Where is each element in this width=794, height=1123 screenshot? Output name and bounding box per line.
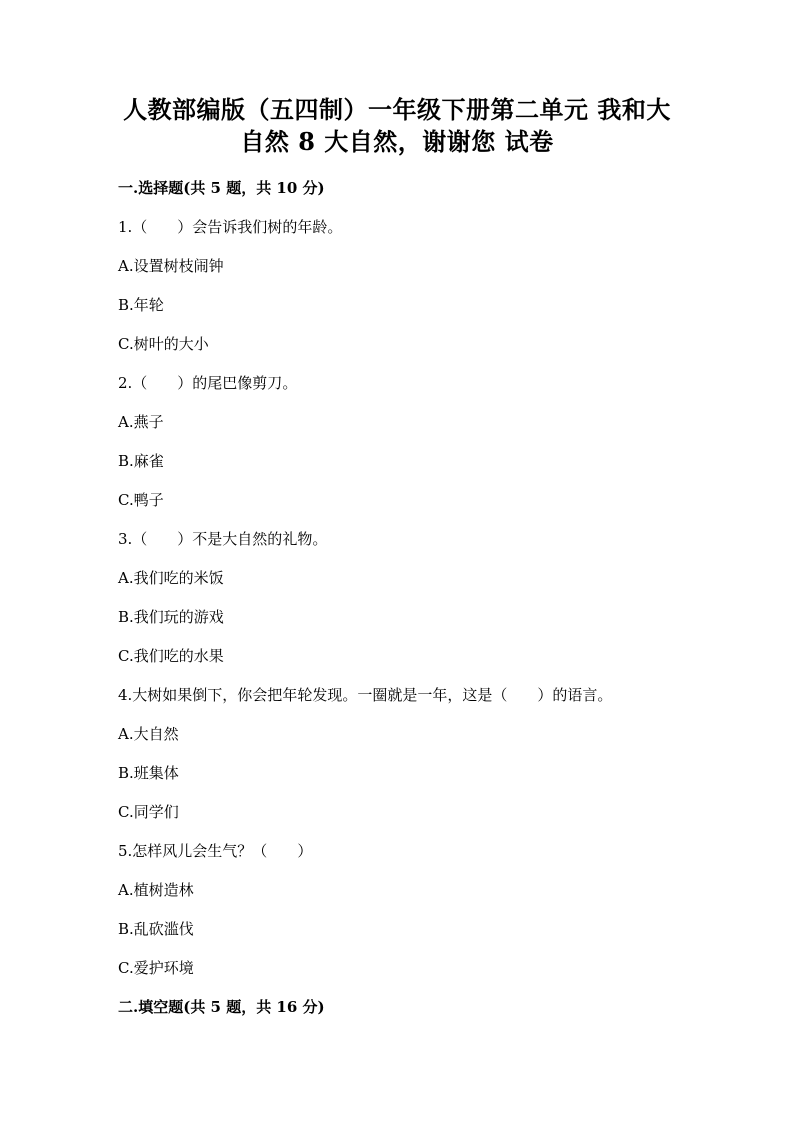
option-b: B.年轮 — [118, 296, 164, 314]
option-b: B.麻雀 — [118, 452, 164, 470]
section-heading-choice: 一.选择题(共 5 题，共 10 分) — [118, 179, 325, 197]
option-b: B.班集体 — [118, 764, 179, 782]
question-stem: 2.（ ）的尾巴像剪刀。 — [118, 374, 298, 392]
question-stem: 5.怎样风儿会生气？（ ） — [118, 842, 313, 860]
section-heading-fill-blank: 二.填空题(共 5 题，共 16 分) — [118, 998, 325, 1016]
question-5 — [118, 838, 676, 981]
question-1 — [118, 214, 676, 357]
option-c: C.我们吃的水果 — [118, 647, 224, 665]
question-stem: 3.（ ）不是大自然的礼物。 — [118, 530, 328, 548]
section-fill-blank — [118, 994, 676, 1020]
question-4 — [118, 682, 676, 825]
option-a: A.燕子 — [118, 413, 164, 431]
title-line-2: 自然 8 大自然，谢谢您 试卷 — [240, 127, 554, 156]
option-c: C.爱护环境 — [118, 959, 194, 977]
option-b: B.乱砍滥伐 — [118, 920, 194, 938]
option-c: C.同学们 — [118, 803, 179, 821]
question-2 — [118, 370, 676, 513]
section-choice — [118, 175, 676, 981]
title-line-1: 人教部编版（五四制）一年级下册第二单元 我和大 — [123, 95, 671, 124]
option-a: A.植树造林 — [118, 881, 194, 899]
option-c: C.鸭子 — [118, 491, 164, 509]
option-b: B.我们玩的游戏 — [118, 608, 224, 626]
question-stem: 1.（ ）会告诉我们树的年龄。 — [118, 218, 343, 236]
question-stem: 4.大树如果倒下，你会把年轮发现。一圈就是一年，这是（ ）的语言。 — [118, 686, 613, 704]
page-title — [118, 0, 676, 158]
option-c: C.树叶的大小 — [118, 335, 209, 353]
option-a: A.我们吃的米饭 — [118, 569, 224, 587]
option-a: A.大自然 — [118, 725, 179, 743]
question-3 — [118, 526, 676, 669]
option-a: A.设置树枝闹钟 — [118, 257, 224, 275]
